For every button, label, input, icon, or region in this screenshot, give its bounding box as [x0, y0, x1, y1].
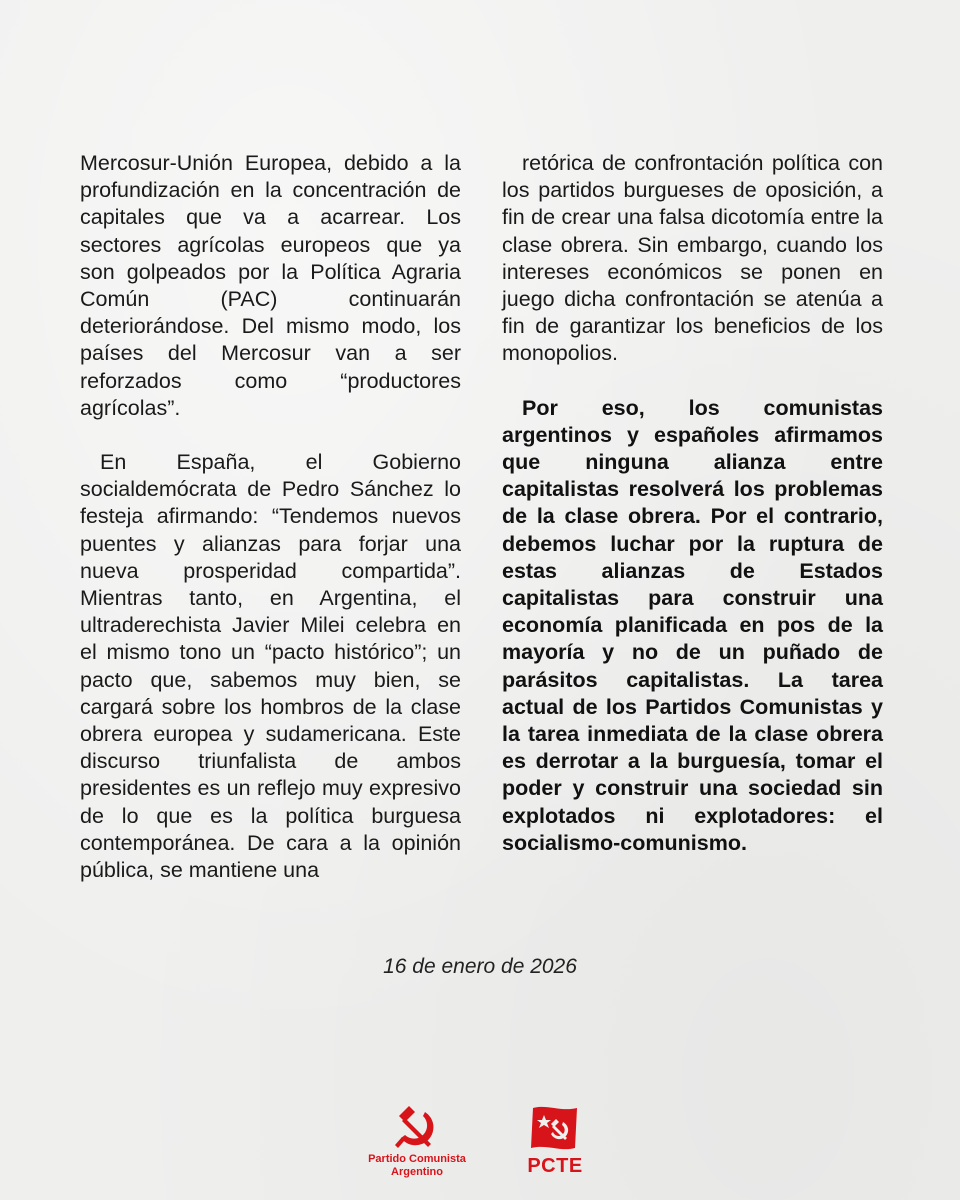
- publication-date: 16 de enero de 2026: [383, 955, 577, 978]
- left-paragraph-2: En España, el Gobierno socialdemócrata de Pedro Sánchez lo festeja afirmando: “Tendemos nuevos puentes y alianzas para forjar una nueva prosperidad compartida”. Mientras tanto, en Argentina, el ultraderechista Javier Milei celebra en el mismo tono un “pacto histórico”; un pacto que, sabemos muy bien, se cargará sobre los hombros de la clase obrera europea y sudamericana. Este discurso triunfalista de ambos presidentes es un reflejo muy expresivo de lo que es la política burguesa contemporánea. De cara a la opinión pública, se mantiene una: [80, 450, 461, 883]
- right-column: [502, 150, 883, 857]
- pcte-name: PCTE: [527, 1155, 583, 1177]
- pca-name-line-2: Argentino: [391, 1166, 443, 1178]
- pca-logo: [352, 1104, 482, 1194]
- right-paragraph-2-bold: Por eso, los comunistas argentinos y españoles afirmamos que ninguna alianza entre capitalistas resolverá los problemas de la clase obrera. Por el contrario, debemos luchar por la ruptura de estas alianzas de Estados capitalistas para construir una economía planificada en pos de la mayoría y no de un puñado de parásitos capitalistas. La tarea actual de los Partidos Comunistas y la tarea inmediata de la clase obrera es derrotar a la burguesía, tomar el poder y construir una sociedad sin explotados ni explotadores: el socialismo-comunismo.: [502, 395, 883, 855]
- hammer-sickle-icon: [391, 1104, 443, 1152]
- left-paragraph-1: Mercosur-Unión Europea, debido a la profundización en la concentración de capitales que va a acarrear. Los sectores agrícolas europeos que ya son golpeados por la Política Agraria Común (PAC) continuarán deteriorándose. Del mismo modo, los países del Mercosur van a ser reforzados como “productores agrícolas”.: [80, 151, 461, 420]
- pca-name-line-1: Partido Comunista: [368, 1153, 466, 1165]
- pcte-flag-icon: [527, 1104, 583, 1154]
- left-column: [80, 150, 461, 884]
- right-paragraph-1: retórica de confrontación política con los partidos burgueses de oposición, a fin de crear una falsa dicotomía entre la clase obrera. Sin embargo, cuando los intereses económicos se ponen en juego dicha confrontación se atenúa a fin de garantizar los beneficios de los monopolios.: [502, 151, 883, 366]
- pcte-logo: [515, 1104, 595, 1194]
